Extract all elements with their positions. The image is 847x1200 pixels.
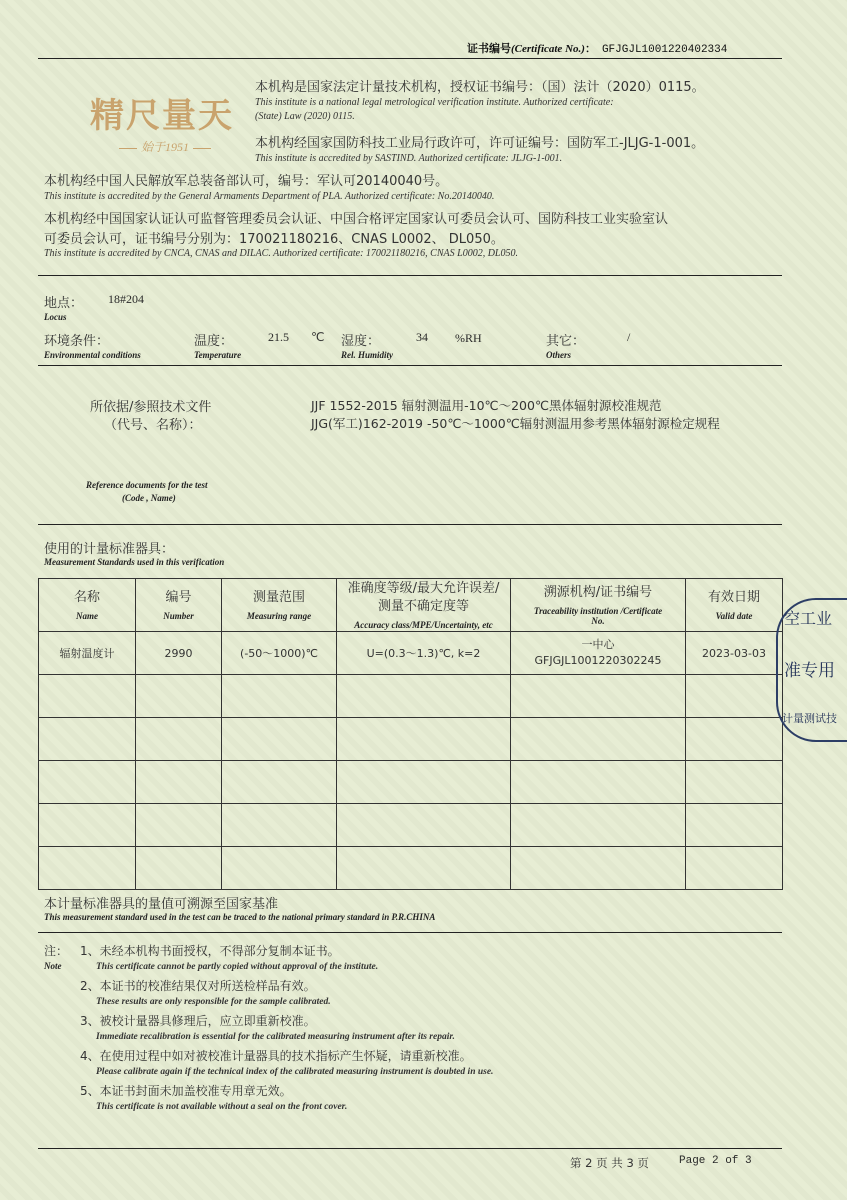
cell-valid-date: 2023-03-03 (686, 632, 783, 675)
institute-logo (90, 88, 260, 158)
table-row (39, 675, 783, 718)
cert-label-cn: 证书编号 (467, 42, 511, 55)
traceability-cn: 本计量标准器具的量值可溯源至国家基准 (44, 897, 279, 912)
table-row (39, 718, 783, 761)
note-1-cn: 1、未经本机构书面授权，不得部分复制本证书。 (80, 944, 340, 958)
col-name: 名称 Name (39, 579, 136, 632)
note-4-en: Please calibrate again if the technical index of the calibrated measuring instrument is doubted in use. (96, 1067, 494, 1077)
cell-name: 辐射温度计 (39, 632, 136, 675)
notes-label-en: Note (44, 961, 62, 971)
certificate-number: 证书编号(Certificate No.)： GFJGJL1001220402334 (467, 42, 728, 56)
page-number-cn: 第 2 页 共 3 页 (570, 1156, 649, 1170)
traceability-rule (38, 932, 782, 933)
auth-line3-cn: 本机构经中国人民解放军总装备部认可，编号：军认可20140040号。 (44, 174, 449, 189)
page-number-en: Page 2 of 3 (679, 1155, 752, 1167)
environment-label: 环境条件： (44, 334, 110, 349)
auth-line4-cn-a: 本机构经中国国家认证认可监督管理委员会认证、中国合格评定国家认可委员会认可、国防科技工业实验室认 (44, 212, 669, 227)
seal-text-2: 准专用 (784, 661, 835, 681)
auth-line2-en: This institute is accredited by SASTIND. Authorized certificate: JLJG-1-001. (255, 153, 563, 164)
standards-title: 使用的计量标准器具： (44, 542, 175, 557)
calibration-seal (776, 598, 847, 742)
logo-subtitle: 始于1951 (115, 138, 215, 155)
col-valid-date: 有效日期 Valid date (686, 579, 783, 632)
location-label-en: Locus (44, 312, 67, 322)
humidity-label: 湿度： (341, 334, 381, 349)
cert-number-value: GFJGJL1001220402334 (601, 44, 728, 56)
reference-label-2: （代号、名称）： (104, 418, 202, 433)
auth-line3-en: This institute is accredited by the General Armaments Department of PLA. Authorized certificate: No.20140040. (44, 191, 495, 202)
note-2-cn: 2、本证书的校准结果仅对所送检样品有效。 (80, 979, 316, 993)
humidity-value: 34 (416, 330, 428, 344)
table-row (39, 847, 783, 890)
reference-label-en-1: Reference documents for the test (86, 480, 208, 490)
auth-line1-en-b: (State) Law (2020) 0115. (255, 111, 355, 122)
environment-rule (38, 365, 782, 366)
cell-accuracy: U=(0.3～1.3)℃, k=2 (337, 632, 511, 675)
note-5-en: This certificate is not available without a seal on the front cover. (96, 1102, 348, 1112)
auth-line4-en: This institute is accredited by CNCA, CNAS and DILAC. Authorized certificate: 170021180216, CNAS L0002, DL050. (44, 248, 518, 259)
table-row (39, 761, 783, 804)
col-traceability: 溯源机构/证书编号 Traceability institution /Certificate No. (511, 579, 686, 632)
standards-title-en: Measurement Standards used in this verification (44, 557, 225, 567)
col-range: 测量范围 Measuring range (222, 579, 337, 632)
reference-label-1: 所依据/参照技术文件 (90, 400, 212, 415)
header-rule (38, 58, 782, 59)
auth-line4-cn-b: 可委员会认可，证书编号分别为：170021180216、CNAS L0002、 DL050。 (44, 232, 504, 247)
others-value: / (627, 330, 631, 344)
environment-label-en: Environmental conditions (44, 350, 141, 360)
traceability-en: This measurement standard used in the test can be traced to the national primary standard in P.R.CHINA (44, 912, 436, 922)
table-row (39, 804, 783, 847)
note-2-en: These results are only responsible for the sample calibrated. (96, 997, 331, 1007)
temperature-label: 温度： (194, 334, 234, 349)
cell-number: 2990 (136, 632, 222, 675)
cert-label-en: (Certificate No.) (511, 43, 585, 55)
note-3-cn: 3、被校计量器具修理后，应立即重新校准。 (80, 1014, 316, 1028)
note-1-en: This certificate cannot be partly copied without approval of the institute. (96, 962, 379, 972)
auth-rule (38, 275, 782, 276)
humidity-unit: %RH (455, 331, 482, 345)
humidity-label-en: Rel. Humidity (341, 350, 394, 360)
note-4-cn: 4、在使用过程中如对被校准计量器具的技术指标产生怀疑，请重新校准。 (80, 1049, 472, 1063)
location-label: 地点： (44, 296, 84, 311)
cell-range: (-50～1000)℃ (222, 632, 337, 675)
seal-text-3: 计量测试技 (782, 712, 837, 725)
others-label: 其它： (546, 334, 586, 349)
temperature-unit: ℃ (311, 330, 325, 344)
location-value: 18#204 (108, 292, 144, 306)
reference-rule (38, 524, 782, 525)
col-number: 编号 Number (136, 579, 222, 632)
cell-traceability: 一中心 GFJGJL1001220302245 (511, 632, 686, 675)
temperature-value: 21.5 (268, 330, 289, 344)
notes-label: 注： (44, 944, 69, 958)
logo-text: 精尺量天 (90, 96, 234, 136)
reference-label-en-2: (Code , Name) (122, 493, 176, 503)
auth-line2-cn: 本机构经国家国防科技工业局行政许可，许可证编号：国防军工-JLJG-1-001。 (255, 136, 705, 151)
standards-table (38, 578, 783, 890)
footer-rule (38, 1148, 782, 1149)
reference-doc-2: JJG(军工)162-2019 -50℃～1000℃辐射测温用参考黑体辐射源检定规程 (311, 416, 720, 431)
note-5-cn: 5、本证书封面未加盖校准专用章无效。 (80, 1084, 292, 1098)
auth-line1-cn: 本机构是国家法定计量技术机构，授权证书编号：（国）法计（2020）0115。 (255, 80, 705, 95)
temperature-label-en: Temperature (194, 350, 242, 360)
reference-doc-1: JJF 1552-2015 辐射测温用-10℃～200℃黑体辐射源校准规范 (311, 398, 662, 413)
others-label-en: Others (546, 350, 572, 360)
note-3-en: Immediate recalibration is essential for the calibrated measuring instrument after its repair. (96, 1032, 455, 1042)
table-header-row (39, 579, 783, 632)
auth-line1-en-a: This institute is a national legal metrological verification institute. Authorized certificate: (255, 97, 614, 108)
col-accuracy: 准确度等级/最大允许误差/测量不确定度等 Accuracy class/MPE/Uncertainty, etc (337, 579, 511, 632)
table-row (39, 632, 783, 675)
seal-text-1: 空工业 (784, 609, 833, 628)
